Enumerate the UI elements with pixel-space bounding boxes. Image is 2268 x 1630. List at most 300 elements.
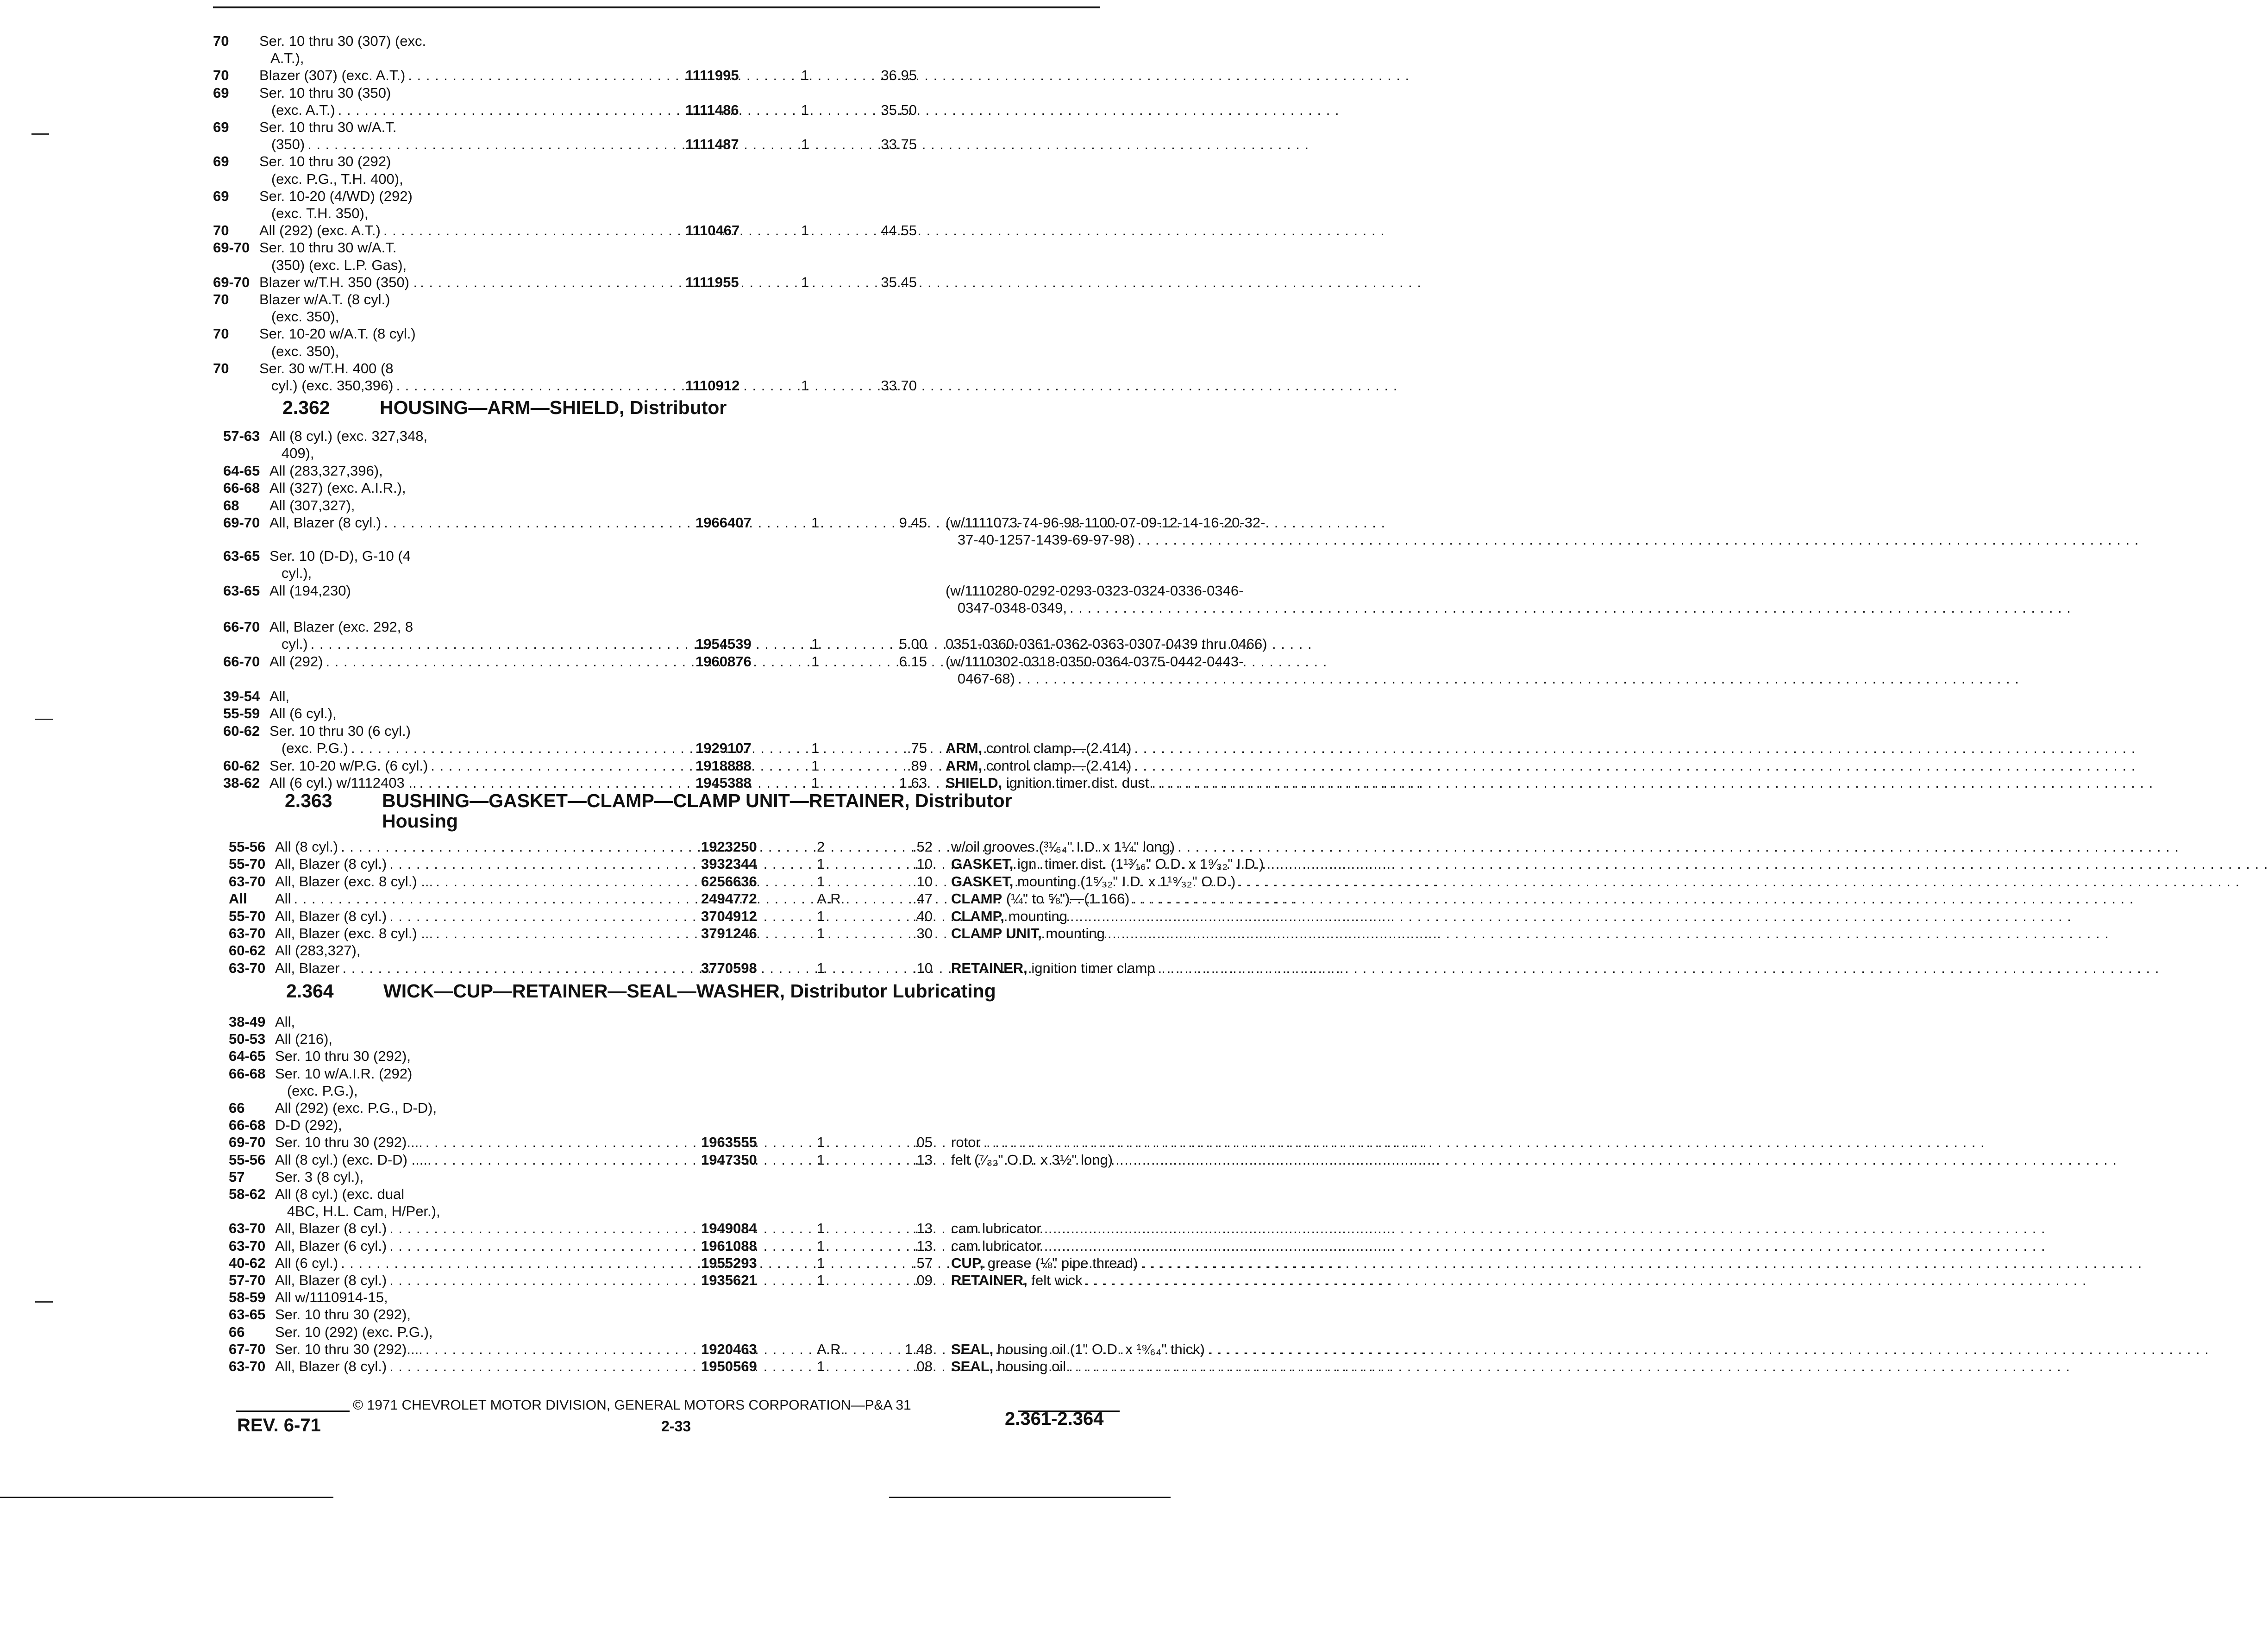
part-name: SEAL,	[951, 1358, 994, 1374]
dot-leader	[1083, 1272, 2087, 1289]
model-year: 70	[213, 222, 229, 238]
description-text: All, Blazer (6 cyl.)	[275, 1238, 387, 1254]
table-row	[213, 343, 1161, 360]
table-row	[223, 547, 1161, 565]
application-description	[269, 653, 695, 671]
model-year: 63-70	[229, 960, 266, 976]
part-description	[951, 1220, 1386, 1237]
application-description: (exc. P.G., T.H. 400),	[259, 171, 403, 187]
margin-mark	[35, 1301, 53, 1303]
application-description	[275, 925, 701, 942]
part-number: 3770598	[701, 960, 757, 976]
dot-leader	[1131, 740, 2136, 757]
list-price: .08	[912, 1358, 933, 1374]
part-description	[946, 757, 1381, 775]
table-row	[223, 705, 1161, 722]
table-row	[213, 257, 1161, 274]
application-description: Ser. 30 w/T.H. 400 (8	[259, 360, 394, 376]
application-description	[275, 838, 701, 856]
part-name: RETAINER,	[951, 1272, 1027, 1288]
footer-revision: REV. 6-71	[237, 1415, 321, 1436]
table-row	[223, 670, 1161, 688]
table-row	[223, 774, 1161, 792]
part-description-text	[946, 653, 1243, 670]
quantity: 1	[811, 758, 820, 774]
dot-leader	[981, 1134, 1985, 1151]
part-description	[951, 1272, 1386, 1289]
dot-leader	[1264, 855, 2268, 873]
description-text: All (292)	[269, 653, 323, 670]
part-detail: 0467-68)	[946, 671, 1015, 687]
part-description	[951, 890, 1386, 908]
dot-leader	[1175, 838, 2179, 856]
quantity: 1	[801, 222, 809, 238]
application-description: Ser. 10 thru 30 w/A.T.	[259, 119, 397, 135]
list-price: .13	[912, 1152, 933, 1168]
model-year: 63-70	[229, 873, 266, 890]
margin-mark	[35, 719, 53, 720]
list-price: .57	[912, 1255, 933, 1271]
model-year: 69	[213, 188, 229, 204]
model-year: 70	[213, 67, 229, 83]
list-price: 35.50	[881, 102, 917, 118]
application-description: All,	[275, 1014, 295, 1030]
model-year: 64-65	[229, 1048, 266, 1064]
part-detail: cam lubricator	[951, 1238, 1041, 1254]
dot-leader	[1131, 757, 2136, 775]
part-number: 1111955	[685, 274, 739, 290]
part-number: 1935621	[701, 1272, 757, 1288]
table-row	[213, 308, 1161, 326]
list-price: .05	[912, 1134, 933, 1150]
part-detail: felt (⁷⁄₃₂" O.D. x 3½" long)	[951, 1152, 1113, 1168]
application-description: Ser. 10 thru 30 (292),	[275, 1048, 411, 1064]
table-row	[229, 1289, 1161, 1306]
dot-leader	[1155, 959, 2159, 977]
table-row	[213, 239, 1161, 257]
list-price: 1.63	[899, 775, 927, 791]
quantity: 1	[801, 274, 809, 290]
part-description-text	[951, 1272, 1083, 1289]
bottom-rule-right	[889, 1497, 1171, 1498]
model-year: 57-70	[229, 1272, 266, 1288]
table-row	[229, 908, 1161, 925]
part-description-text	[951, 890, 1130, 908]
dot-leader	[1205, 1341, 2209, 1358]
table-row	[223, 582, 1244, 600]
part-description	[951, 855, 1386, 873]
quantity: 1	[801, 67, 809, 83]
model-year: 66-68	[223, 480, 260, 496]
list-price: 35.45	[881, 274, 917, 290]
bottom-rule-left	[0, 1497, 333, 1498]
model-year: 57-63	[223, 428, 260, 444]
quantity: 1	[811, 514, 820, 531]
dot-leader	[417, 274, 1422, 291]
model-year: 67-70	[229, 1341, 266, 1357]
application-description: Ser. 10 (292) (exc. P.G.),	[275, 1324, 433, 1340]
application-description: Ser. 10 thru 30 (350)	[259, 85, 391, 101]
application-description	[275, 1237, 701, 1255]
part-detail: 0347-0348-0349,	[946, 600, 1067, 616]
list-price: 5.00	[899, 636, 927, 652]
table-row	[213, 360, 1161, 377]
description-text: Blazer (307) (exc. A.T.)	[259, 67, 406, 83]
part-number: 1929107	[695, 740, 752, 756]
dot-leader	[335, 101, 1340, 119]
list-price: .89	[907, 758, 927, 774]
application-description: (exc. T.H. 350),	[259, 205, 369, 221]
dot-leader	[1235, 873, 2240, 890]
part-description	[951, 1254, 1386, 1272]
table-row	[229, 1203, 1161, 1220]
application-description: All (292) (exc. P.G., D-D),	[275, 1100, 437, 1116]
application-description: All, Blazer (exc. 292, 8	[269, 619, 414, 635]
application-description: Ser. 10 thru 30 (292)	[259, 153, 391, 169]
model-year: 70	[213, 360, 229, 376]
application-description	[269, 774, 695, 792]
table-row	[223, 514, 1266, 532]
part-description	[951, 873, 1386, 890]
description-text: Blazer w/T.H. 350 (350) .	[259, 274, 418, 290]
application-description: Blazer w/A.T. (8 cyl.)	[259, 291, 390, 307]
quantity: 1	[817, 1358, 825, 1374]
model-year: 70	[213, 33, 229, 49]
application-description	[259, 274, 685, 291]
application-description	[269, 635, 695, 653]
model-year: 60-62	[223, 723, 260, 739]
list-price: 36.95	[881, 67, 917, 83]
part-name: CLAMP	[951, 890, 1002, 907]
application-description: Ser. 10 (D-D), G-10 (4	[269, 548, 411, 564]
table-row	[229, 1151, 1161, 1169]
model-year: All	[229, 890, 247, 907]
model-year: 68	[223, 497, 239, 514]
list-price: 33.70	[881, 377, 917, 394]
part-number: 1945388	[695, 775, 752, 791]
application-description: Ser. 10-20 w/A.T. (8 cyl.)	[259, 326, 416, 342]
table-row	[229, 1047, 1161, 1065]
section-title-continued: Housing	[382, 810, 458, 832]
part-detail: cam lubricator	[951, 1220, 1041, 1236]
dot-leader	[1134, 531, 2139, 549]
application-description: (350) (exc. L.P. Gas),	[259, 257, 407, 273]
application-description	[275, 1358, 701, 1375]
application-description	[259, 377, 685, 395]
model-year: 39-54	[223, 688, 260, 704]
part-name: CUP,	[951, 1255, 984, 1271]
top-rule	[213, 6, 1100, 8]
footer-page-number: 2-33	[661, 1418, 691, 1435]
model-year: 60-62	[223, 758, 260, 774]
part-detail: w/oil grooves (³¹⁄₆₄" I.D. x 1¼" long)	[951, 839, 1175, 855]
part-description	[946, 635, 1381, 653]
table-row	[229, 873, 1236, 890]
part-description-text	[951, 1220, 1041, 1237]
description-text: All, Blazer (exc. 8 cyl.) ...	[275, 873, 433, 890]
part-name: SHIELD,	[946, 775, 1002, 791]
part-detail: 0351-0360-0361-0362-0363-0307-0439 thru 0466)	[946, 636, 1267, 652]
part-number: 1960876	[695, 653, 752, 670]
model-year: 69	[213, 119, 229, 135]
application-description: All (307,327),	[269, 497, 355, 514]
description-text: All, Blazer (8 cyl.)	[275, 1272, 387, 1288]
dot-leader	[1041, 1237, 2046, 1255]
part-description-text	[951, 1254, 1138, 1272]
model-year: 69-70	[213, 274, 250, 290]
application-description: (exc. 350),	[259, 343, 339, 359]
model-year: 69-70	[223, 514, 260, 531]
part-description-text	[951, 838, 1175, 856]
application-description	[275, 959, 701, 977]
model-year: 63-70	[229, 1358, 266, 1374]
table-row	[213, 170, 1161, 188]
part-detail: control clamp—(2.414)	[986, 758, 1132, 774]
section-number: 2.363	[285, 790, 332, 811]
dot-leader	[1149, 774, 2153, 792]
part-description-text	[951, 1237, 1041, 1255]
section-title: HOUSING—ARM—SHIELD, Distributor	[380, 397, 727, 418]
application-description: Ser. 3 (8 cyl.),	[275, 1169, 364, 1185]
list-price: 1.48	[904, 1341, 933, 1357]
part-description-text	[951, 873, 1235, 890]
part-number: 1955293	[701, 1255, 757, 1271]
part-detail: mounting (1⁵⁄₃₂" I.D. x 1¹⁹⁄₃₂" O.D.)	[1017, 873, 1236, 890]
model-year: 63-65	[223, 583, 260, 599]
application-description: A.T.),	[259, 50, 304, 66]
quantity: 1	[817, 925, 825, 941]
quantity: 1	[817, 960, 825, 976]
model-year: 63-70	[229, 1238, 266, 1254]
description-text: All, Blazer	[275, 960, 340, 976]
part-name: ARM,	[946, 758, 983, 774]
model-year: 63-70	[229, 925, 266, 941]
application-description: Ser. 10-20 (4/WD) (292)	[259, 188, 413, 204]
table-row	[213, 188, 1161, 205]
part-description	[946, 653, 1381, 671]
application-description: All (283,327,396),	[269, 463, 383, 479]
table-row	[223, 688, 1161, 705]
application-description: 4BC, H.L. Cam, H/Per.),	[275, 1203, 440, 1219]
part-description	[951, 1358, 1386, 1375]
table-row	[223, 740, 1161, 757]
part-number: 1950569	[701, 1358, 757, 1374]
dot-leader	[1105, 925, 2109, 942]
part-description	[951, 908, 1386, 925]
table-row	[229, 1168, 1161, 1186]
part-detail: housing oil	[997, 1358, 1066, 1374]
part-name: ARM,	[946, 740, 983, 756]
part-number: 1947350	[701, 1152, 757, 1168]
dot-leader	[1066, 1358, 2070, 1375]
part-name: SEAL,	[951, 1341, 994, 1357]
table-row	[223, 757, 1161, 775]
quantity: 1	[811, 653, 820, 670]
part-detail: (¼" to ⅝")—(1.166)	[1006, 890, 1130, 907]
model-year: 70	[213, 326, 229, 342]
table-row	[229, 1323, 1161, 1341]
list-price: .30	[912, 925, 933, 941]
table-row	[223, 564, 1161, 582]
part-name: GASKET,	[951, 873, 1014, 890]
quantity: 1	[811, 740, 820, 756]
section-title: WICK—CUP—RETAINER—SEAL—WASHER, Distributor Lubricating	[383, 980, 996, 1002]
description-text: All (8 cyl.)	[275, 839, 338, 855]
dot-leader	[1015, 670, 2019, 688]
application-description: Ser. 10 w/A.I.R. (292)	[275, 1066, 413, 1082]
part-description-text	[946, 531, 1134, 549]
application-description: All,	[269, 688, 290, 704]
quantity: A.R.	[817, 1341, 845, 1357]
part-description-text	[951, 1358, 1066, 1375]
model-year: 69-70	[213, 239, 250, 256]
part-number: 1110467	[685, 222, 740, 238]
table-row	[213, 291, 1161, 308]
quantity: 2	[817, 839, 825, 855]
table-row	[229, 838, 1175, 856]
application-description	[275, 1134, 701, 1151]
dot-leader	[1067, 908, 2072, 925]
model-year: 66	[229, 1324, 245, 1340]
application-description	[275, 1341, 701, 1358]
part-number: 1923250	[701, 839, 757, 855]
table-row	[213, 101, 1161, 119]
part-detail: (w/1110280-0292-0293-0323-0324-0336-0346-	[946, 583, 1244, 599]
table-row	[223, 479, 1161, 497]
application-description	[275, 1272, 701, 1289]
list-price: .10	[912, 960, 933, 976]
margin-mark	[31, 133, 49, 135]
quantity: 1	[817, 1238, 825, 1254]
part-name: CLAMP,	[951, 908, 1004, 924]
quantity: 1	[817, 873, 825, 890]
application-description: Ser. 10 thru 30 (292),	[275, 1306, 411, 1323]
table-row	[213, 119, 1161, 136]
part-number: 6256636	[701, 873, 757, 890]
part-number: 1963555	[701, 1134, 757, 1150]
part-number: 3932344	[701, 856, 757, 872]
description-text: Ser. 10-20 w/P.G. (6 cyl.)	[269, 758, 428, 774]
application-description: All (283,327),	[275, 942, 361, 959]
application-description: Ser. 10 thru 30 (307) (exc.	[259, 33, 426, 49]
quantity: 1	[817, 856, 825, 872]
quantity: 1	[817, 1152, 825, 1168]
part-detail: 37-40-1257-1439-69-97-98)	[946, 532, 1135, 548]
model-year: 69	[213, 85, 229, 101]
part-description-text	[946, 599, 1067, 617]
part-description	[946, 514, 1381, 532]
table-row	[229, 1116, 1161, 1134]
table-row	[213, 325, 1161, 343]
list-price: 9.45	[899, 514, 927, 531]
model-year: 55-56	[229, 1152, 266, 1168]
model-year: 55-70	[229, 908, 266, 924]
footer-rule-left	[236, 1411, 350, 1412]
model-year: 58-59	[229, 1289, 266, 1305]
table-row	[223, 427, 1161, 445]
description-text: All (8 cyl.) (exc. D-D) .....	[275, 1152, 432, 1168]
part-description-text	[951, 959, 1155, 977]
part-number: 1111486	[685, 102, 739, 118]
description-text: (exc. P.G.)	[269, 740, 348, 756]
model-year: 66-70	[223, 653, 260, 670]
part-detail: grease (⅛" pipe thread)	[987, 1255, 1138, 1271]
application-description	[259, 222, 685, 239]
quantity: 1	[817, 1255, 825, 1271]
description-text: (exc. A.T.)	[259, 102, 335, 118]
table-row	[213, 50, 1161, 67]
list-price: .10	[912, 873, 933, 890]
description-text: All (6 cyl.)	[275, 1255, 338, 1271]
part-description	[951, 925, 1386, 942]
application-description: D-D (292),	[275, 1117, 342, 1133]
table-row	[223, 462, 1161, 480]
quantity: 1	[811, 775, 820, 791]
footer-section-range: 2.361-2.364	[1005, 1409, 1104, 1429]
part-description	[951, 1134, 1386, 1151]
part-number: 1920463	[701, 1341, 757, 1357]
table-row	[223, 635, 1267, 653]
description-text: All, Blazer (exc. 8 cyl.) ...	[275, 925, 433, 941]
model-year: 70	[213, 291, 229, 307]
table-row	[229, 959, 1161, 977]
table-row	[229, 1065, 1161, 1083]
part-number: 1918888	[695, 758, 752, 774]
table-row	[213, 153, 1161, 170]
application-description	[275, 873, 701, 890]
table-row	[213, 32, 1161, 50]
model-year: 63-65	[229, 1306, 266, 1323]
part-description-text	[946, 670, 1015, 688]
description-text: All, Blazer (8 cyl.)	[269, 514, 382, 531]
application-description: (exc. 350),	[259, 308, 339, 325]
model-year: 50-53	[229, 1031, 266, 1047]
model-year: 38-62	[223, 775, 260, 791]
table-row	[229, 1013, 1161, 1031]
part-description-text	[951, 855, 1264, 873]
description-text: All, Blazer (8 cyl.)	[275, 1220, 387, 1236]
part-description	[951, 959, 1386, 977]
part-description-text	[946, 740, 1131, 757]
list-price: .47	[912, 890, 933, 907]
model-year: 64-65	[223, 463, 260, 479]
part-description	[946, 531, 1381, 549]
application-description: All (6 cyl.),	[269, 705, 337, 721]
section-title: BUSHING—GASKET—CLAMP—CLAMP UNIT—RETAINER, Distributor	[382, 790, 1012, 811]
part-description	[946, 599, 1381, 617]
table-row	[229, 890, 1161, 908]
part-number: 1111995	[685, 67, 739, 83]
part-description-text	[951, 908, 1067, 925]
model-year: 66-68	[229, 1066, 266, 1082]
part-description	[946, 774, 1381, 792]
table-row	[223, 618, 1161, 636]
model-year: 69	[213, 153, 229, 169]
model-year: 66	[229, 1100, 245, 1116]
model-year: 55-56	[229, 839, 266, 855]
section-number: 2.364	[286, 980, 334, 1002]
application-description	[259, 101, 685, 119]
list-price: .13	[912, 1220, 933, 1236]
quantity: 1	[801, 136, 809, 152]
part-detail: ignition timer clamp	[1031, 960, 1155, 976]
part-name: GASKET,	[951, 856, 1014, 872]
table-row	[213, 222, 1161, 239]
part-detail: housing oil (1" O.D. x ¹⁹⁄₆₄" thick)	[997, 1341, 1205, 1357]
table-row	[213, 84, 1161, 102]
quantity: 1	[817, 1272, 825, 1288]
table-row	[229, 1272, 1161, 1289]
